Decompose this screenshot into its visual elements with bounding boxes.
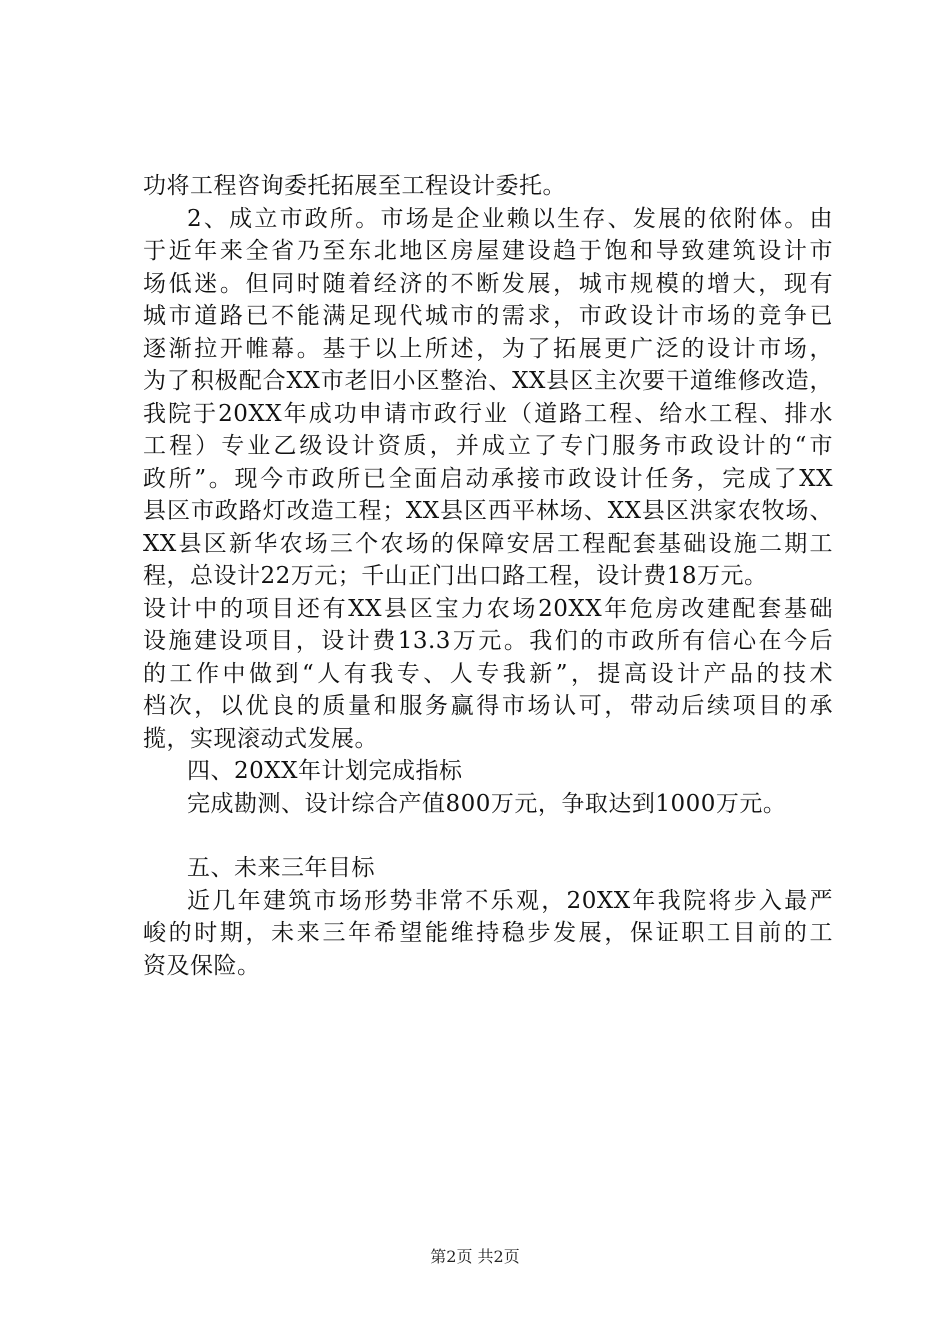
- paragraph-line: 程，总设计22万元；千山正门出口路工程，设计费18万元。: [143, 563, 768, 589]
- paragraph-line: 的工作中做到“人有我专、人专我新”，提高设计产品的技术: [143, 660, 833, 687]
- paragraph-line: 我院于20XX年成功申请市政行业（道路工程、给水工程、排水: [143, 400, 833, 427]
- paragraph-line: 设计中的项目还有XX县区宝力农场20XX年危房改建配套基础: [143, 595, 833, 622]
- section-heading: 四、20XX年计划完成指标: [187, 758, 463, 784]
- paragraph-line: 近几年建筑市场形势非常不乐观，20XX年我院将步入最严: [187, 887, 833, 914]
- page-number-footer: 第2页 共2页: [430, 1247, 520, 1266]
- paragraph-line: 完成勘测、设计综合产值800万元，争取达到1000万元。: [187, 790, 787, 817]
- section-heading: 五、未来三年目标: [187, 855, 375, 881]
- paragraph-line: 逐渐拉开帷幕。基于以上所述，为了拓展更广泛的设计市场，: [143, 335, 833, 362]
- document-body: [143, 170, 833, 982]
- paragraph-line: 档次，以优良的质量和服务赢得市场认可，带动后续项目的承: [143, 693, 833, 719]
- paragraph-line: 峻的时期，未来三年希望能维持稳步发展，保证职工目前的工: [143, 920, 833, 946]
- paragraph-line: XX县区新华农场三个农场的保障安居工程配套基础设施二期工: [143, 530, 833, 557]
- paragraph-line: 设施建设项目，设计费13.3万元。我们的市政所有信心在今后: [143, 628, 833, 654]
- paragraph-line: 揽，实现滚动式发展。: [143, 725, 378, 752]
- paragraph-line: 工程）专业乙级设计资质，并成立了专门服务市政设计的“市: [143, 433, 833, 459]
- paragraph-line: 为了积极配合XX市老旧小区整治、XX县区主次要干道维修改造，: [143, 368, 833, 394]
- paragraph-line: 县区市政路灯改造工程；XX县区西平林场、XX县区洪家农牧场、: [143, 498, 833, 524]
- paragraph-line: 功将工程咨询委托拓展至工程设计委托。: [143, 173, 566, 199]
- paragraph-line: 政所”。现今市政所已全面启动承接市政设计任务，完成了XX: [143, 465, 833, 492]
- paragraph-line: 城市道路已不能满足现代城市的需求，市政设计市场的竞争已: [143, 303, 833, 329]
- paragraph-line: 场低迷。但同时随着经济的不断发展，城市规模的增大，现有: [143, 270, 833, 297]
- paragraph-line: 资及保险。: [143, 952, 261, 979]
- blank-line: [143, 820, 833, 852]
- paragraph-line: 于近年来全省乃至东北地区房屋建设趋于饱和导致建筑设计市: [143, 238, 833, 264]
- paragraph-line: 2、成立市政所。市场是企业赖以生存、发展的依附体。由: [187, 205, 833, 232]
